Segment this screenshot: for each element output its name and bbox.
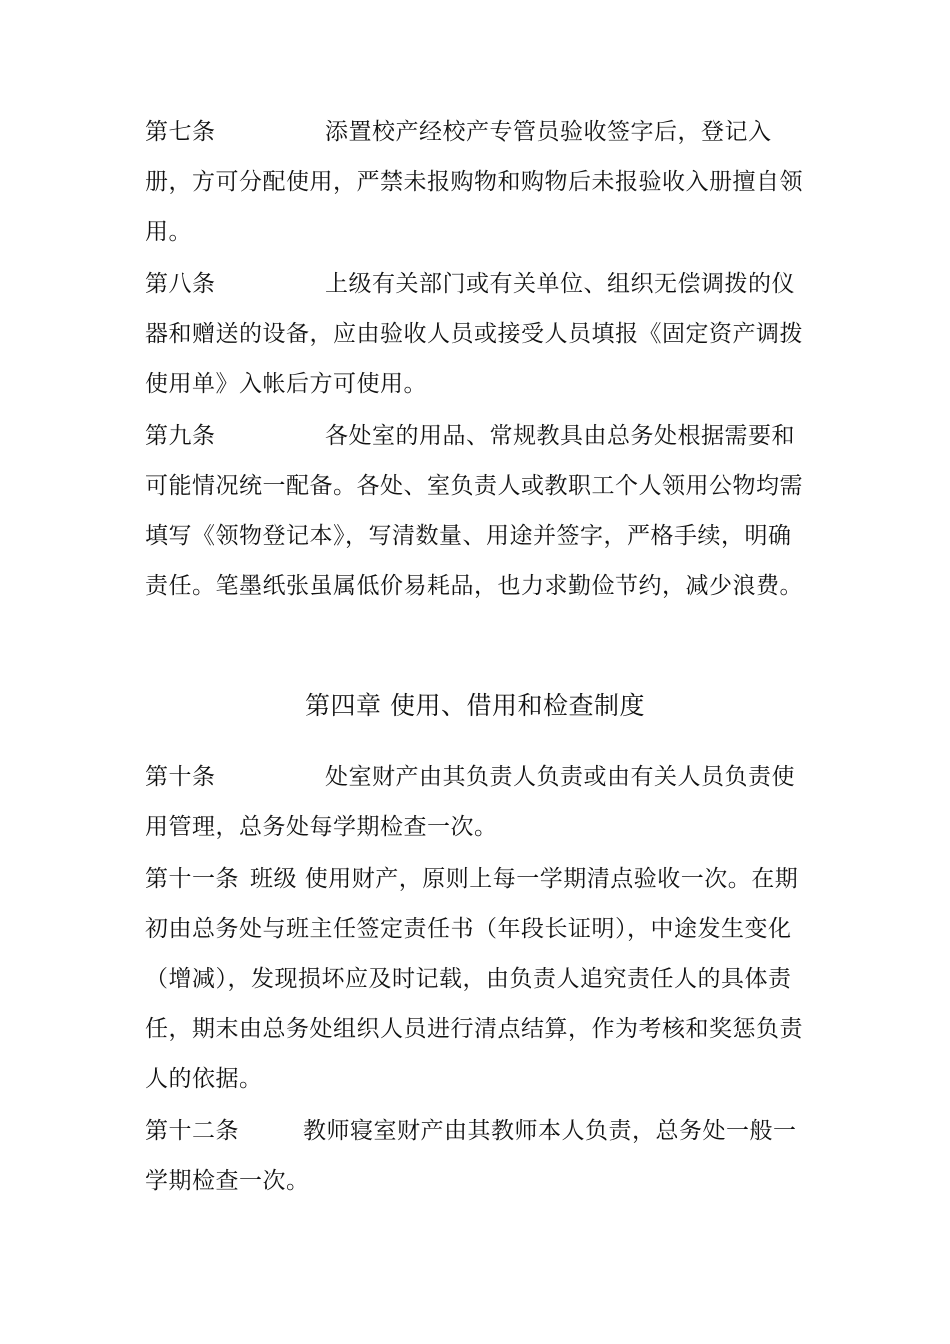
article-body: 上级有关部门或有关单位、组织无偿调拨的仪器和赠送的设备，应由验收人员或接受人员填报《固定资产调拨使用单》入帐后方可使用。 [145, 271, 803, 397]
article-10 [145, 752, 810, 852]
articles-section-bottom [145, 752, 810, 1208]
article-12 [145, 1106, 810, 1206]
article-9 [145, 411, 810, 611]
article-number: 第七条 [145, 119, 216, 145]
chapter-heading: 第四章 使用、借用和检查制度 [305, 691, 645, 720]
article-7 [145, 107, 810, 257]
article-11 [145, 854, 810, 1104]
article-body: 班级 使用财产，原则上每一学期清点验收一次。在期初由总务处与班主任签定责任书（年段长证明），中途发生变化（增减），发现损坏应及时记载，由负责人追究责任人的具体责任，期末由总务处组织人员进行清点结算，作为考核和奖惩负责人的依据。 [145, 866, 803, 1092]
article-body: 各处室的用品、常规教具由总务处根据需要和可能情况统一配备。各处、室负责人或教职工个人领用公物均需填写《领物登记本》，写清数量、用途并签字，严格手续，明确责任。笔墨纸张虽属低价易耗品，也力求勤俭节约，减少浪费。 [145, 423, 803, 599]
article-body: 教师寝室财产由其教师本人负责，总务处一般一学期检查一次。 [145, 1118, 797, 1194]
article-number: 第十条 [145, 764, 216, 790]
article-number: 第十一条 [145, 866, 239, 892]
article-number: 第九条 [145, 423, 216, 449]
article-number: 第八条 [145, 271, 216, 297]
article-body: 添置校产经校产专管员验收签字后，登记入册，方可分配使用，严禁未报购物和购物后未报验收入册擅自领用。 [145, 119, 803, 245]
article-8 [145, 259, 810, 409]
article-body: 处室财产由其负责人负责或由有关人员负责使用管理，总务处每学期检查一次。 [145, 764, 795, 840]
articles-section-top [145, 107, 810, 613]
article-number: 第十二条 [145, 1118, 239, 1144]
